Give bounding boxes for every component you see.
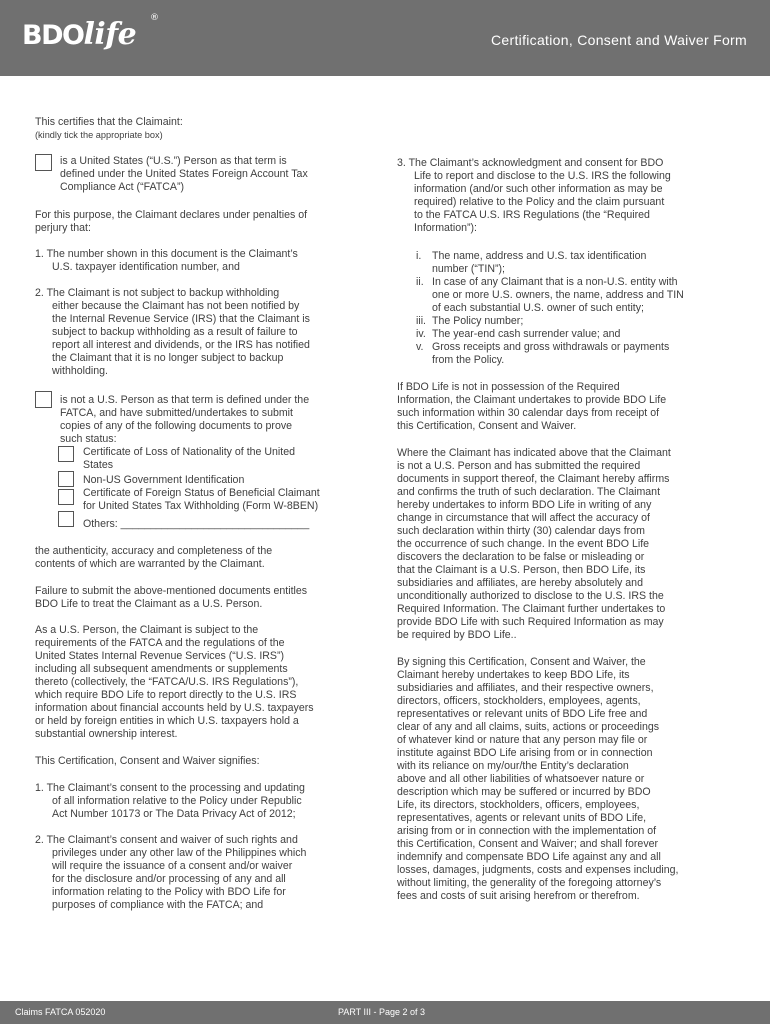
failure-line-1: Failure to submit the above-mentioned documents entitles: [35, 585, 308, 597]
page-footer: [0, 1001, 770, 1024]
signifies-2-line-6: purposes of compliance with the FATCA; and: [52, 899, 264, 911]
by-signing-line-8: institute against BDO Life arising from or in connection: [397, 747, 653, 759]
non-us-line-1: is not a U.S. Person as that term is defined under the: [60, 394, 310, 406]
as-us-person-line-3: United States Internal Revenue Services (“U.S. IRS”): [35, 650, 285, 662]
signifies-2-line-2: privileges under any other law of the Philippines which: [52, 847, 307, 859]
by-signing-line-13: representatives, agents or relevant units of BDO Life,: [397, 812, 647, 824]
where-claimant-line-4: and confirms the truth of such declaration. The Claimant: [397, 486, 661, 498]
not-possession-line-3: such information within 30 calendar days from receipt of: [397, 407, 660, 419]
not-possession-line-2: Information, the Claimant undertakes to provide BDO Life: [397, 394, 667, 406]
non-us-line-2: FATCA, and have submitted/undertakes to submit: [60, 407, 293, 419]
declaration-2-line-1: 2. The Claimant is not subject to backup withholding: [35, 287, 280, 299]
by-signing-line-3: subsidiaries and affiliates, and their respective owners,: [397, 682, 654, 694]
doc-w8ben-line-1: Certificate of Foreign Status of Beneficial Claimant: [83, 487, 320, 499]
item-3-line-4: required) relative to the Policy and the claim pursuant: [414, 196, 665, 208]
sub-i-marker: i.: [416, 250, 422, 262]
signifies-1-line-1: 1. The Claimant’s consent to the processing and updating: [35, 782, 305, 794]
doc-w8ben-checkbox[interactable]: [58, 489, 74, 505]
as-us-person-line-9: substantial ownership interest.: [35, 728, 178, 740]
not-possession-line-1: If BDO Life is not in possession of the Required: [397, 381, 620, 393]
by-signing-line-2: Claimant hereby undertakes to keep BDO Life, its: [397, 669, 630, 681]
us-person-line-1: is a United States (“U.S.”) Person as that term is: [60, 155, 287, 167]
us-person-line-3: Compliance Act (“FATCA”): [60, 181, 185, 193]
where-claimant-line-13: Required Information. The Claimant further undertakes to: [397, 603, 666, 615]
doc-non-us-gov-id-checkbox[interactable]: [58, 471, 74, 487]
sub-v-line-2: from the Policy.: [432, 354, 505, 366]
declaration-2-line-7: withholding.: [52, 365, 108, 377]
item-3-line-5: to the FATCA U.S. IRS Regulations (the “Required: [414, 209, 650, 221]
purpose-line-2: perjury that:: [35, 222, 91, 234]
intro-text: This certifies that the Claimaint:: [35, 116, 183, 128]
form-code: Claims FATCA 052020: [15, 1007, 106, 1017]
by-signing-line-10: above and all other liabilities of whatsoever nature or: [397, 773, 645, 785]
declaration-2-line-2: either because the Claimant has not been notified by: [52, 300, 300, 312]
doc-loss-nationality-line-1: Certificate of Loss of Nationality of the United: [83, 446, 295, 458]
by-signing-line-1: By signing this Certification, Consent and Waiver, the: [397, 656, 646, 668]
where-claimant-line-1: Where the Claimant has indicated above that the Claimant: [397, 447, 671, 459]
sub-v-marker: v.: [416, 341, 424, 353]
where-claimant-line-2: is not a U.S. Person and has submitted the required: [397, 460, 641, 472]
by-signing-line-5: representatives or relevant units of BDO Life free and: [397, 708, 648, 720]
by-signing-line-19: fees and costs of suit arising herefrom or therefrom.: [397, 890, 640, 902]
doc-non-us-gov-id-label: Non-US Government Identification: [83, 474, 245, 486]
where-claimant-line-14: provide BDO Life with such Required Information as may: [397, 616, 664, 628]
where-claimant-line-7: such declaration within thirty (30) calendar days from: [397, 525, 645, 537]
by-signing-line-4: directors, officers, stockholders, employees, agents,: [397, 695, 641, 707]
declaration-2-line-4: subject to backup withholding as a result of failure to: [52, 326, 298, 338]
declaration-2-line-6: the Claimant that it is no longer subject to backup: [52, 352, 284, 364]
signifies-2-line-1: 2. The Claimant’s consent and waiver of such rights and: [35, 834, 298, 846]
where-claimant-line-5: hereby undertakes to inform BDO Life in writing of any: [397, 499, 652, 511]
declaration-2-line-5: report all interest and dividends, or the IRS has notified: [52, 339, 310, 351]
sub-i-line-1: The name, address and U.S. tax identification: [432, 250, 647, 262]
sub-ii-line-3: of each substantial U.S. owner of such entity;: [432, 302, 644, 314]
not-possession-line-4: this Certification, Consent and Waiver.: [397, 420, 577, 432]
by-signing-line-11: description which may be suffered or incurred by BDO: [397, 786, 651, 798]
signifies-2-line-5: information relating to the Policy with BDO Life for: [52, 886, 286, 898]
bdo-life-logo: [22, 13, 159, 52]
by-signing-line-9: with its reliance on my/our/the Entity’s declaration: [397, 760, 629, 772]
as-us-person-line-4: including all subsequent amendments or supplements: [35, 663, 288, 675]
purpose-line-1: For this purpose, the Claimant declares under penalties of: [35, 209, 308, 221]
by-signing-line-6: clear of any and all claims, suits, actions or proceedings: [397, 721, 660, 733]
sub-v-line-1: Gross receipts and gross withdrawals or payments: [432, 341, 670, 353]
page-header: [0, 0, 770, 76]
where-claimant-line-12: unconditionally authorized to disclose to the U.S. IRS the: [397, 590, 664, 602]
logo-bdo: BDO: [22, 20, 84, 51]
by-signing-line-16: indemnify and compensate BDO Life against any and all: [397, 851, 661, 863]
sub-iii-line-1: The Policy number;: [432, 315, 524, 327]
authenticity-line-1: the authenticity, accuracy and completeness of the: [35, 545, 273, 557]
non-us-line-4: such status:: [60, 433, 117, 445]
authenticity-line-2: contents of which are warranted by the Claimant.: [35, 558, 265, 570]
by-signing-line-7: of whatever kind or nature that any person may file or: [397, 734, 648, 746]
form-title: Certification, Consent and Waiver Form: [491, 32, 747, 48]
sub-iv-line-1: The year-end cash surrender value; and: [432, 328, 621, 340]
as-us-person-line-7: information about financial accounts held by U.S. taxpayers: [35, 702, 314, 714]
sub-i-line-2: number (“TIN”);: [432, 263, 505, 275]
sub-iii-marker: iii.: [416, 315, 427, 327]
sub-ii-line-2: one or more U.S. owners, the name, address and TIN: [432, 289, 684, 301]
by-signing-line-18: without limiting, the generality of the foregoing attorney’s: [397, 877, 662, 889]
logo-life: life: [83, 17, 137, 52]
by-signing-line-14: arising from or in connection with the implementation of: [397, 825, 657, 837]
where-claimant-line-15: be required by BDO Life..: [397, 629, 517, 641]
item-3-line-2: Life to report and disclose to the U.S. IRS the following: [414, 170, 671, 182]
non-us-person-checkbox[interactable]: [35, 391, 52, 408]
doc-loss-nationality-checkbox[interactable]: [58, 446, 74, 462]
signifies-heading: This Certification, Consent and Waiver signifies:: [35, 755, 260, 767]
where-claimant-line-3: documents in support thereof, the Claimant hereby affirms: [397, 473, 670, 485]
failure-line-2: BDO Life to treat the Claimant as a U.S. Person.: [35, 598, 263, 610]
sub-iv-marker: iv.: [416, 328, 426, 340]
declaration-1-line-1: 1. The number shown in this document is the Claimant’s: [35, 248, 298, 260]
item-3-line-6: Information”):: [414, 222, 477, 234]
as-us-person-line-8: or held by foreign entities in which U.S. taxpayers hold a: [35, 715, 299, 727]
sub-ii-marker: ii.: [416, 276, 424, 288]
where-claimant-line-8: the occurrence of such change. In the event BDO Life: [397, 538, 650, 550]
us-person-line-2: defined under the United States Foreign Account Tax: [60, 168, 308, 180]
signifies-1-line-2: of all information relative to the Policy under Republic: [52, 795, 302, 807]
non-us-line-3: copies of any of the following documents to prove: [60, 420, 293, 432]
by-signing-line-15: this Certification, Consent and Waiver; and shall forever: [397, 838, 659, 850]
doc-loss-nationality-line-2: States: [83, 459, 114, 471]
where-claimant-line-11: subsidiaries and affiliates, are hereby absolutely and: [397, 577, 643, 589]
where-claimant-line-6: change in circumstance that will affect the accuracy of: [397, 512, 651, 524]
signifies-1-line-3: Act Number 10173 or The Data Privacy Act of 2012;: [52, 808, 296, 820]
logo-registered-mark: ®: [150, 13, 159, 23]
doc-others-field[interactable]: Others: ________________________________: [83, 518, 310, 530]
declaration-1-line-2: U.S. taxpayer identification number, and: [52, 261, 240, 273]
as-us-person-line-6: which require BDO Life to report directly to the U.S. IRS: [35, 689, 297, 701]
signifies-2-line-4: for the disclosure and/or processing of any and all: [52, 873, 286, 885]
item-3-line-3: information (and/or such other information as may be: [414, 183, 663, 195]
sub-ii-line-1: In case of any Claimant that is a non-U.S. entity with: [432, 276, 678, 288]
intro-note: (kindly tick the appropriate box): [35, 130, 163, 140]
where-claimant-line-10: that the Claimant is a U.S. Person, then BDO Life, its: [397, 564, 646, 576]
where-claimant-line-9: discovers the declaration to be false or misleading or: [397, 551, 645, 563]
doc-w8ben-line-2: for United States Tax Withholding (Form W-8BEN): [83, 500, 319, 512]
as-us-person-line-1: As a U.S. Person, the Claimant is subject to the: [35, 624, 259, 636]
by-signing-line-17: losses, damages, judgments, costs and expenses including,: [397, 864, 679, 876]
as-us-person-line-2: requirements of the FATCA and the regulations of the: [35, 637, 285, 649]
by-signing-line-12: Life, its directors, stockholders, officers, employees,: [397, 799, 640, 811]
doc-others-checkbox[interactable]: [58, 511, 74, 527]
as-us-person-line-5: thereto (collectively, the “FATCA/U.S. IRS Regulations”),: [35, 676, 299, 688]
declaration-2-line-3: the Internal Revenue Service (IRS) that the Claimant is: [52, 313, 310, 325]
item-3-line-1: 3. The Claimant’s acknowledgment and consent for BDO: [397, 157, 664, 169]
page-number: PART III - Page 2 of 3: [338, 1007, 426, 1017]
us-person-checkbox[interactable]: [35, 154, 52, 171]
signifies-2-line-3: will require the issuance of a consent and/or waiver: [52, 860, 293, 872]
